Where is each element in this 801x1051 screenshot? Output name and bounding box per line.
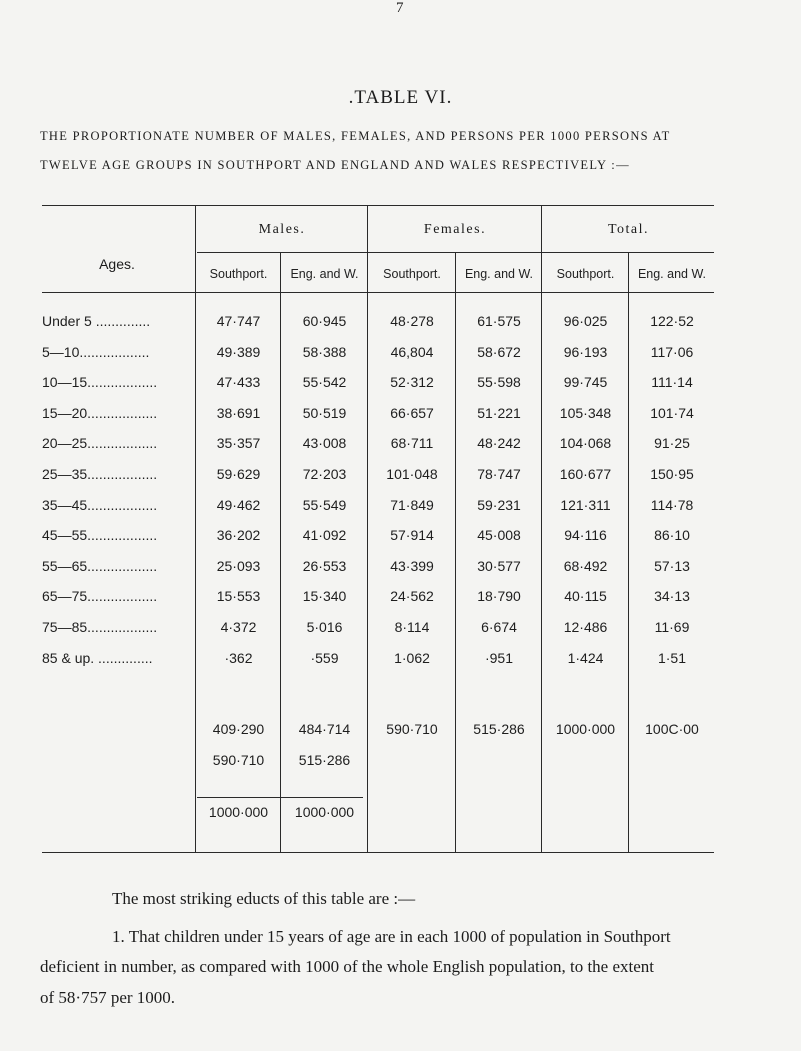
table-cell: 38·691 [216,404,261,421]
table-cell: 68·492 [563,557,608,574]
carried-cell: 515·286 [298,752,351,768]
total-cell: 409·290 [212,721,265,737]
table-cell: 58·672 [477,343,521,360]
subheader-total-southport: Southport. [556,267,615,281]
table-cell: 24·562 [390,588,434,605]
table-cell: 57·914 [390,527,434,544]
table-cell: 52·312 [390,374,434,391]
subheader-total-eng-and-w: Eng. and W. [637,267,707,281]
grand-total-cell: 1000·000 [294,804,355,820]
table-cell: 48·278 [390,313,434,329]
table-cell: 1·51 [657,649,687,666]
table-top-rule [42,205,714,206]
table-cell: 43·008 [302,435,347,452]
age-group-label: 55—65.................. [42,557,158,574]
table-cell: ·362 [224,649,253,666]
commentary-intro: The most striking educts of this table are :— [112,889,416,908]
table-cell: 71·849 [390,496,434,513]
age-group-label: 25—35.................. [42,466,158,482]
grand-total-cell: 1000·000 [208,804,269,820]
column-divider [541,205,542,852]
table-cell: 94·116 [564,527,607,544]
table-cell: 18·790 [477,588,521,605]
table-cell: 91·25 [654,435,690,452]
table-cell: 55·598 [477,374,521,391]
header-bottom-rule [42,292,714,293]
table-cell: 15·553 [216,588,261,605]
table-cell: 30·577 [477,557,521,574]
table-cell: 86·10 [654,527,690,544]
table-cell: 117·06 [650,343,694,360]
table-cell: 59·629 [216,466,261,482]
table-cell: ·951 [484,649,514,666]
age-group-label: 10—15.................. [42,374,158,391]
table-cell: 11·69 [654,619,690,635]
table-cell: 121·311 [560,496,611,513]
table-cell: 68·711 [390,435,434,452]
table-cell: 46,804 [390,343,434,360]
table-cell: 78·747 [477,466,521,482]
table-cell: 61·575 [477,313,521,329]
total-cell: 590·710 [386,721,438,737]
carried-cell: 590·710 [212,752,265,768]
table-cell: 47·747 [216,313,261,329]
column-divider [455,252,456,852]
total-cell: 1000·000 [555,721,616,737]
total-cell: 100C·00 [645,721,699,737]
table-cell: 57·13 [654,557,690,574]
column-divider [195,205,196,852]
table-cell: 49·389 [216,343,261,360]
table-caption-line-2: TWELVE AGE GROUPS IN SOUTHPORT AND ENGLAND AND WALES RESPECTIVELY :— [40,158,630,172]
page-number: 7 [396,0,404,16]
table-caption-line-1: THE PROPORTIONATE NUMBER OF MALES, FEMALES, AND PERSONS PER 1000 PERSONS AT [40,129,671,143]
total-header: Total. [607,222,650,237]
subheader-females-southport: Southport. [383,267,441,281]
table-cell: 104·068 [559,435,612,452]
table-cell: 26·553 [302,557,347,574]
age-group-label: 20—25.................. [42,435,158,452]
table-cell: 47·433 [216,374,261,391]
table-cell: 150·95 [650,466,694,482]
table-cell: 25·093 [216,557,261,574]
column-divider [628,252,629,852]
table-cell: 43·399 [390,557,434,574]
ages-header: Ages. [99,256,135,272]
table-cell: 58·388 [302,343,347,360]
table-cell: 41·092 [302,527,347,544]
table-cell: 99·745 [563,374,608,391]
commentary-line-3: of 58·757 per 1000. [40,988,176,1007]
table-cell: 49·462 [216,496,261,513]
males-header: Males. [258,222,306,237]
table-cell: 60·945 [302,313,347,329]
total-cell: 515·286 [473,721,525,737]
age-group-label: Under 5 .............. [42,313,151,329]
table-cell: 51·221 [477,404,521,421]
table-cell: 160·677 [559,466,612,482]
table-cell: 55·542 [302,374,347,391]
table-title: .TABLE VI. [348,87,453,108]
table-cell: 114·78 [650,496,694,513]
table-cell: 101·048 [386,466,438,482]
table-cell: 35·357 [216,435,261,452]
table-cell: 105·348 [559,404,612,421]
table-cell: 55·549 [302,496,347,513]
table-cell: 72·203 [302,466,347,482]
age-group-label: 35—45.................. [42,496,158,513]
table-cell: 45·008 [477,527,521,544]
table-cell: 101·74 [650,404,694,421]
females-header: Females. [423,222,487,237]
table-cell: 96·193 [563,343,608,360]
table-cell: 111·14 [651,374,693,391]
table-cell: 122·52 [650,313,694,329]
subheader-males-eng-and-w: Eng. and W. [290,267,359,281]
column-divider [280,252,281,852]
table-cell: 40·115 [564,588,607,605]
table-cell: 15·340 [302,588,347,605]
age-group-label: 75—85.................. [42,619,158,635]
table-cell: 34·13 [654,588,690,605]
table-cell: ·559 [310,649,339,666]
table-cell: 5·016 [306,619,343,635]
table-cell: 1·062 [394,649,430,666]
table-cell: 50·519 [302,404,347,421]
column-divider [367,205,368,852]
age-group-label: 45—55.................. [42,527,158,544]
table-cell: 66·657 [390,404,434,421]
table-cell: 4·372 [220,619,257,635]
table-cell: 6·674 [481,619,517,635]
age-group-label: 15—20.................. [42,404,158,421]
age-group-label: 65—75.................. [42,588,158,605]
subheader-males-southport: Southport. [209,267,268,281]
table-cell: 96·025 [563,313,608,329]
age-group-label: 5—10.................. [42,343,150,360]
subheader-females-eng-and-w: Eng. and W. [464,267,534,281]
table-bottom-rule [42,852,714,853]
table-cell: 48·242 [477,435,521,452]
commentary-line-2: deficient in number, as compared with 1000 of the whole English population, to the extent [40,957,655,976]
age-group-label: 85 & up. .............. [42,649,153,666]
commentary-line-1: 1. That children under 15 years of age are in each 1000 of population in Southport [112,927,671,946]
table-cell: 12·486 [563,619,608,635]
total-cell: 484·714 [298,721,351,737]
table-cell: 8·114 [394,619,430,635]
table-cell: 1·424 [567,649,604,666]
table-cell: 36·202 [216,527,261,544]
table-cell: 59·231 [477,496,521,513]
